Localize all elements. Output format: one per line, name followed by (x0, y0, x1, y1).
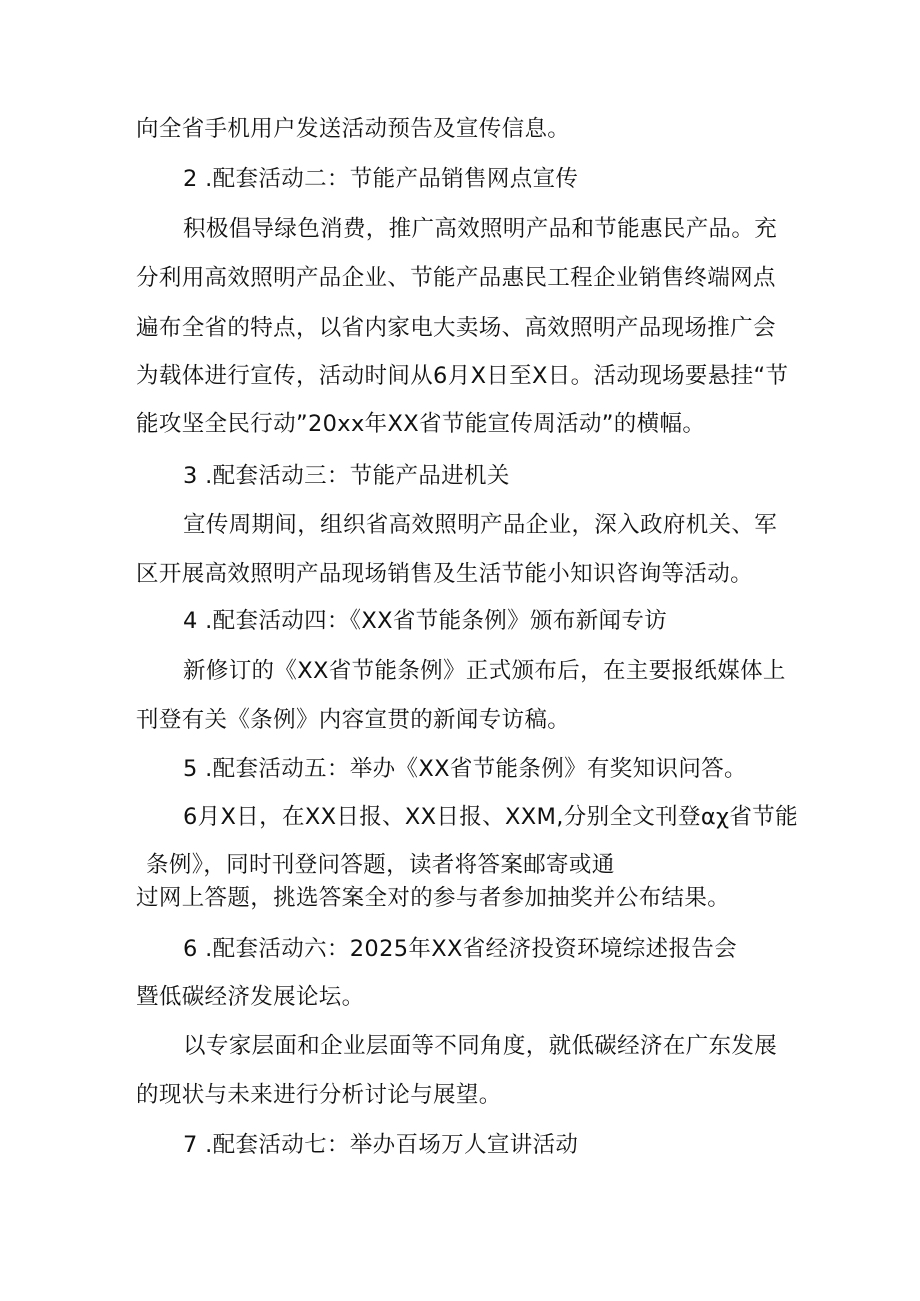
activity-heading-3: 3 .配套活动三：节能产品进机关 (183, 463, 510, 489)
activity-heading-4: 4 .配套活动四：《XX省节能条例》颁布新闻专访 (183, 608, 668, 634)
activity-heading-2: 2 .配套活动二：节能产品销售网点宣传 (183, 166, 579, 192)
body-line-21: 的现状与未来进行分析讨论与展望。 (136, 1082, 502, 1108)
body-line-6: 为载体进行宣传，活动时间从6月X日至X日。活动现场要悬挂“节 (136, 363, 789, 389)
activity-heading-5: 5 .配套活动五：举办《XX省节能条例》有奖知识问答。 (183, 756, 747, 782)
body-line-1: 向全省手机用户发送活动预告及宣传信息。 (136, 116, 571, 142)
body-line-9: 宣传周期间，组织省高效照明产品企业，深入政府机关、军 (183, 512, 778, 538)
body-line-12: 新修订的《XX省节能条例》正式颁布后，在主要报纸媒体上 (183, 658, 786, 684)
body-line-19: 暨低碳经济发展论坛。 (136, 984, 365, 1010)
body-line-5: 遍布全省的特点，以省内家电大卖场、高效照明产品现场推广会 (136, 315, 776, 341)
body-line-15: 6月X日，在XX日报、XX日报、XXM,分别全文刊登αχ省节能 (183, 804, 798, 830)
body-line-4: 分利用高效照明产品企业、节能产品惠民工程企业销售终端网点 (136, 265, 776, 291)
activity-heading-6: 6 .配套活动六：2025年XX省经济投资环境综述报告会 (183, 936, 738, 962)
body-line-3: 积极倡导绿色消费，推广高效照明产品和节能惠民产品。充 (183, 216, 778, 242)
activity-heading-7: 7 .配套活动七：举办百场万人宣讲活动 (183, 1132, 579, 1158)
body-line-7: 能攻坚全民行动”20xx年XX省节能宣传周活动”的横幅。 (136, 411, 706, 437)
body-line-17: 过网上答题，挑选答案全对的参与者参加抽奖并公布结果。 (136, 885, 731, 911)
body-line-13: 刊登有关《条例》内容宣贯的新闻专访稿。 (136, 707, 571, 733)
body-line-16: 条例》，同时刊登问答题，读者将答案邮寄或通 (146, 852, 615, 878)
body-line-20: 以专家层面和企业层面等不同角度，就低碳经济在广东发展 (183, 1033, 778, 1059)
body-line-10: 区开展高效照明产品现场销售及生活节能小知识咨询等活动。 (136, 561, 753, 587)
